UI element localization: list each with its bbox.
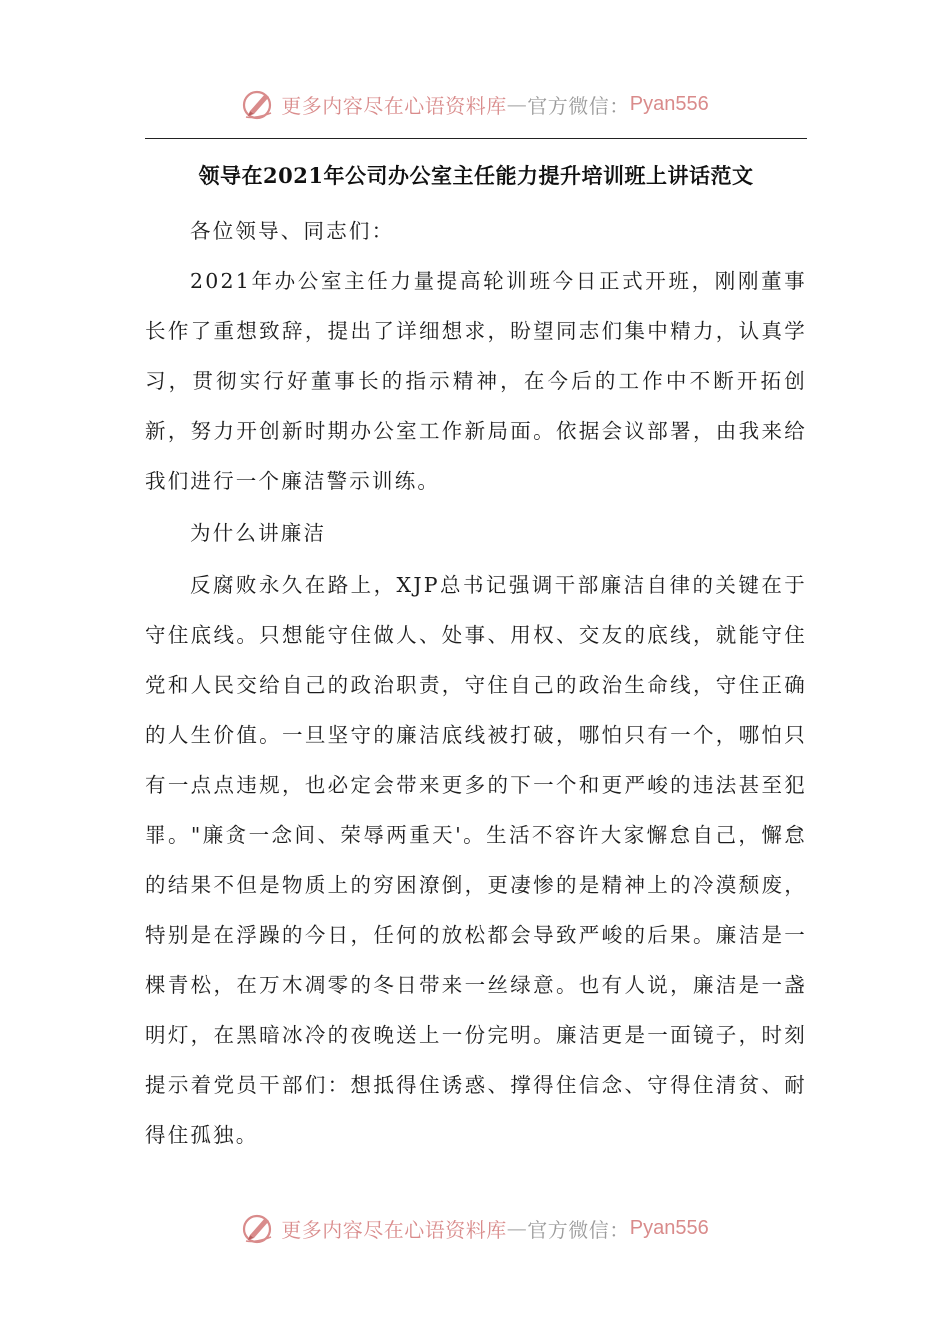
header-divider <box>145 138 807 139</box>
pen-logo-icon <box>241 86 277 122</box>
watermark-official: 官方微信： <box>527 1217 630 1242</box>
section-heading: 为什么讲廉洁 <box>190 521 327 545</box>
intro-paragraph: 2021年办公室主任力量提高轮训班今日正式开班，刚刚董事长作了重想致辞，提出了详细想求，盼望同志们集中精力，认真学习，贯彻实行好董事长的指示精神，在今后的工作中不断开拓创新，努力开创新时期办公室工作新局面。依据会议部署，由我来给我们进行一个廉洁警示训练。 <box>145 269 807 493</box>
pen-logo-icon <box>241 1210 277 1246</box>
section-body-paragraph: 反腐败永久在路上，XJP总书记强调干部廉洁自律的关键在于守住底线。只想能守住做人、处事、用权、交友的底线，就能守住党和人民交给自己的政治职责，守住自己的政治生命线，守住正确的人生价值。一旦坚守的廉洁底线被打破，哪怕只有一个，哪怕只有一点点违规，也必定会带来更多的下一个和更严峻的违法甚至犯罪。"廉贪一念间、荣辱两重天'。生活不容许大家懈怠自己，懈怠的结果不但是物质上的穷困潦倒，更凄惨的是精神上的冷漠颓废，特别是在浮躁的今日，任何的放松都会导致严峻的后果。廉洁是一棵青松，在万木凋零的冬日带来一丝绿意。也有人说，廉洁是一盏明灯，在黑暗冰冷的夜晚送上一份完明。廉洁更是一面镜子，时刻提示着党员干部们：想抵得住诱惑、撑得住信念、守得住清贫、耐得住孤独。 <box>145 573 807 1147</box>
header-watermark <box>0 82 950 126</box>
watermark-brand: 更多内容尽在心语资料库 <box>281 1217 507 1242</box>
footer-watermark <box>0 1206 950 1250</box>
watermark-official: 官方微信： <box>527 93 630 118</box>
greeting-paragraph: 各位领导、同志们： <box>190 219 395 243</box>
watermark-dash: — <box>506 1216 528 1240</box>
watermark-wechat-id: Pyan556 <box>629 1216 709 1239</box>
watermark-dash: — <box>506 92 528 116</box>
document-title: 领导在2021年公司办公室主任能力提升培训班上讲话范文 <box>198 163 754 188</box>
watermark-brand: 更多内容尽在心语资料库 <box>281 93 507 118</box>
watermark-wechat-id: Pyan556 <box>629 92 709 115</box>
